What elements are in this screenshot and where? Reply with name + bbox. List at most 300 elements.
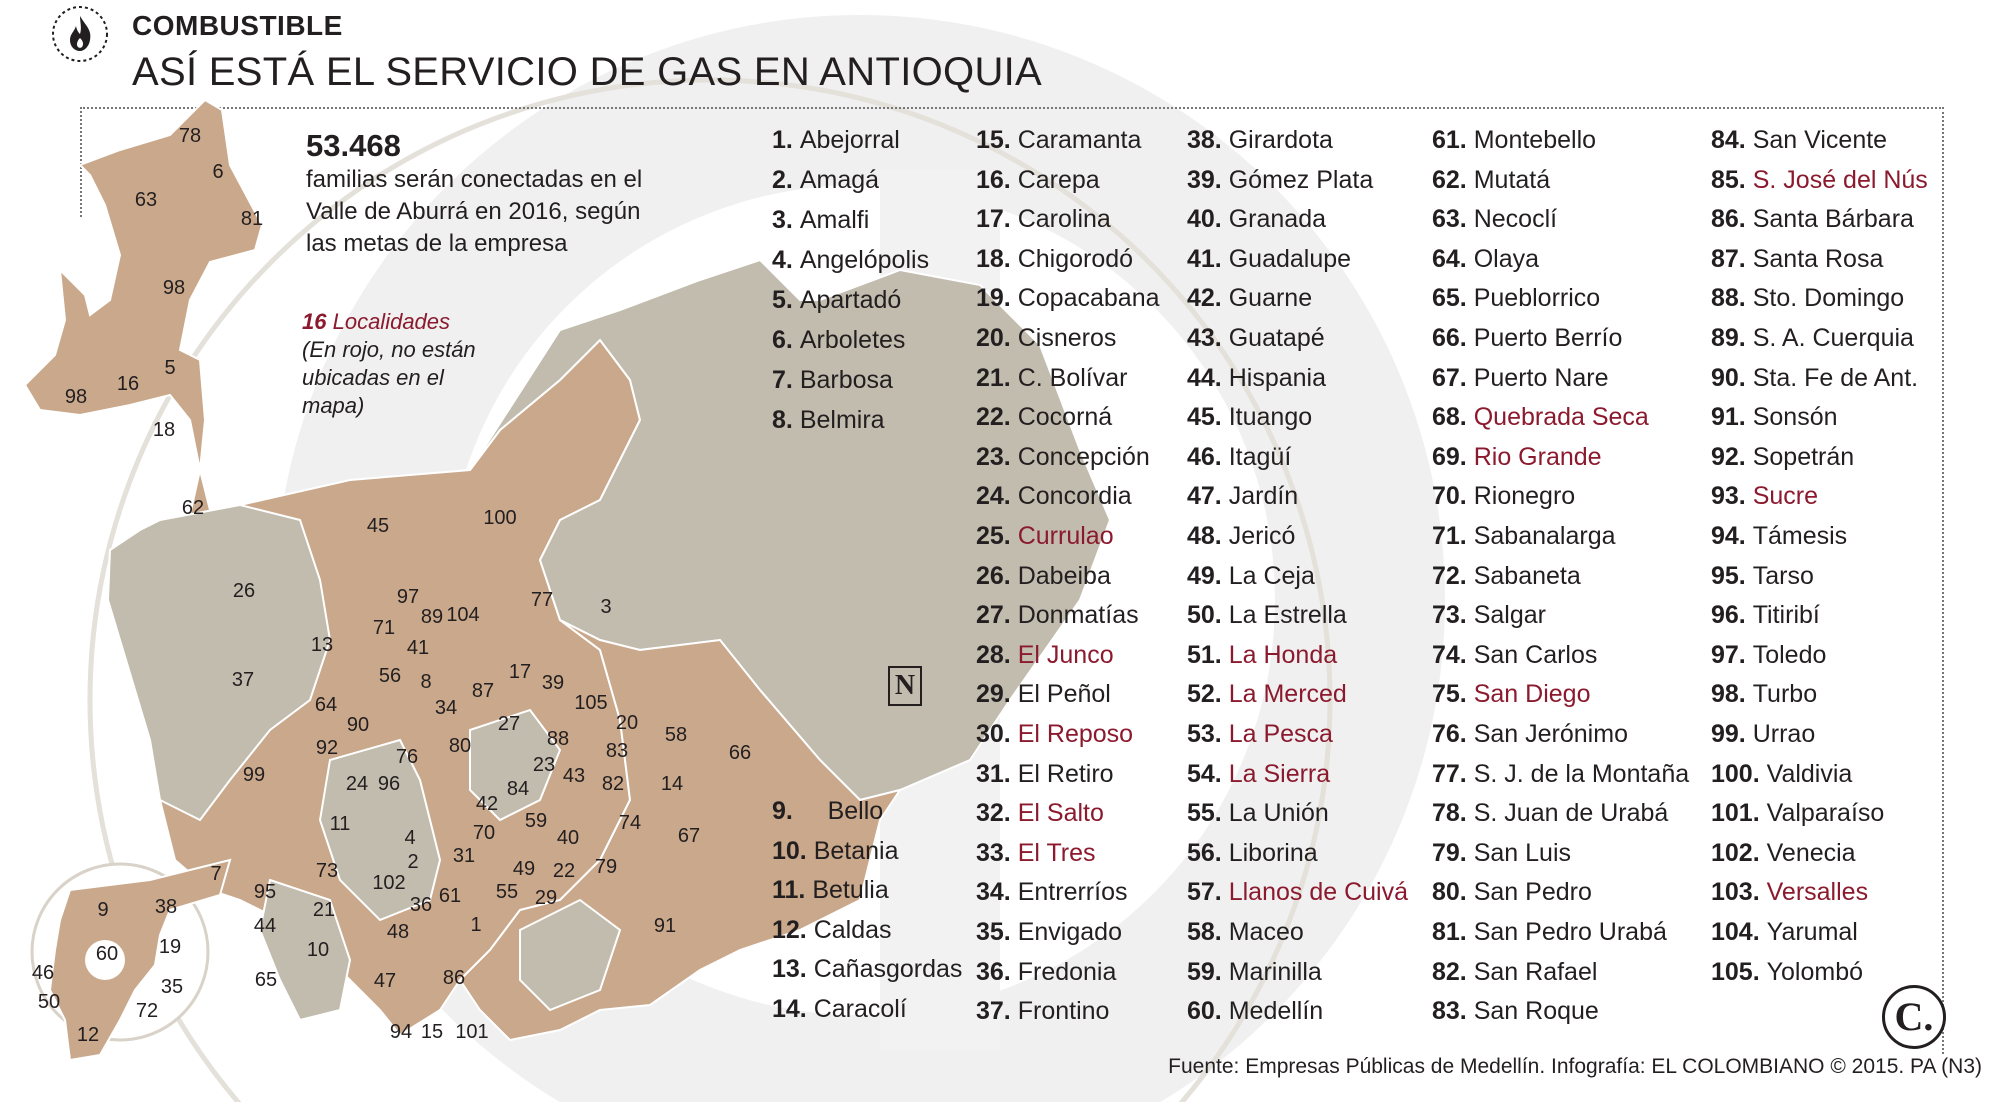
map-label: 94 — [389, 1021, 413, 1043]
map-label: 101 — [455, 1021, 489, 1043]
page-title: ASÍ ESTÁ EL SERVICIO DE GAS EN ANTIOQUIA — [132, 50, 1043, 94]
north-arrow-icon: N — [888, 666, 922, 706]
map-label: 27 — [497, 713, 521, 735]
locality-number: 96. — [1711, 601, 1746, 630]
locality-name: Liborina — [1228, 838, 1318, 867]
map-label: 17 — [508, 661, 532, 683]
locality-item — [1432, 324, 1622, 353]
locality-item — [1432, 680, 1590, 709]
locality-number: 11. — [772, 876, 806, 904]
map-label: 5 — [164, 357, 176, 379]
map-label: 59 — [524, 810, 548, 832]
locality-number: 14. — [772, 994, 807, 1023]
locality-name: Yolombó — [1766, 957, 1863, 986]
map-label: 99 — [242, 764, 266, 786]
locality-name: Itagüí — [1228, 442, 1292, 471]
map-label: 92 — [315, 737, 339, 759]
locality-name: Montebello — [1473, 126, 1597, 154]
locality-name: Rio Grande — [1473, 442, 1602, 471]
locality-number: 80. — [1432, 878, 1467, 907]
locality-name: Puerto Berrío — [1473, 324, 1623, 352]
locality-name: Guadalupe — [1228, 244, 1352, 273]
locality-name: Carepa — [1017, 165, 1100, 194]
locality-item — [1711, 839, 1856, 868]
map-label: 86 — [442, 967, 466, 989]
locality-name: Betulia — [812, 876, 889, 904]
locality-name: Sta. Fe de Ant. — [1752, 363, 1919, 392]
locality-name: Caracolí — [813, 994, 907, 1023]
locality-number: 36. — [976, 957, 1011, 986]
locality-item — [1432, 641, 1597, 670]
map-label: 15 — [420, 1021, 444, 1043]
locality-name: Sucre — [1752, 482, 1819, 511]
locality-number: 21. — [976, 363, 1011, 392]
locality-number: 39. — [1187, 165, 1222, 194]
locality-name: Olaya — [1473, 244, 1540, 273]
locality-number: 100. — [1711, 759, 1760, 788]
locality-name: Dabeiba — [1017, 561, 1111, 590]
locality-item — [1432, 997, 1599, 1026]
locality-name: Angelópolis — [799, 246, 930, 274]
locality-name: Puerto Nare — [1473, 363, 1609, 392]
locality-name: Amalfi — [799, 206, 870, 234]
map-label: 37 — [231, 669, 255, 691]
locality-name: Quebrada Seca — [1473, 403, 1649, 432]
map-label: 22 — [552, 860, 576, 882]
locality-number: 48. — [1187, 522, 1222, 550]
locality-item — [976, 482, 1132, 511]
locality-item — [976, 720, 1133, 749]
locality-item — [1711, 205, 1914, 234]
locality-number: 69. — [1432, 442, 1467, 471]
locality-item — [976, 245, 1133, 274]
locality-name: Sto. Domingo — [1752, 284, 1905, 313]
map-label: 62 — [181, 497, 205, 519]
stat-block — [306, 128, 676, 260]
locality-item — [1432, 364, 1609, 393]
locality-item — [1432, 443, 1602, 472]
locality-item — [1432, 284, 1600, 313]
locality-item — [1711, 522, 1847, 551]
locality-name: San Carlos — [1473, 640, 1598, 669]
map-label: 77 — [530, 589, 554, 611]
map-label: 105 — [574, 692, 608, 714]
locality-number: 16. — [976, 165, 1011, 194]
locality-name: Amagá — [799, 166, 880, 194]
locality-item — [1187, 799, 1329, 828]
map-label: 18 — [152, 419, 176, 441]
locality-name: Girardota — [1228, 126, 1333, 154]
locality-name: Bello — [827, 797, 884, 825]
locality-name: Granada — [1228, 205, 1327, 234]
locality-number: 32. — [976, 799, 1011, 828]
locality-item — [1711, 720, 1815, 749]
locality-name: San Vicente — [1752, 126, 1888, 154]
stat-number: 53.468 — [306, 128, 401, 163]
locality-number: 34. — [976, 878, 1011, 907]
locality-number: 71. — [1432, 522, 1467, 550]
el-colombiano-logo: C. — [1882, 985, 1946, 1049]
locality-item — [1432, 839, 1571, 868]
map-label: 65 — [254, 969, 278, 991]
map-label: 66 — [728, 742, 752, 764]
locality-name: La Unión — [1228, 799, 1329, 828]
locality-item — [1432, 720, 1628, 749]
map-label: 34 — [434, 697, 458, 719]
locality-number: 88. — [1711, 284, 1746, 313]
locality-name: Támesis — [1752, 522, 1848, 550]
locality-name: San Rafael — [1473, 957, 1598, 986]
map-label: 104 — [446, 604, 480, 626]
map-label: 97 — [396, 586, 420, 608]
locality-number: 83. — [1432, 997, 1467, 1026]
locality-number: 3. — [772, 206, 793, 234]
map-label: 10 — [306, 939, 330, 961]
locality-name: Santa Bárbara — [1752, 205, 1914, 234]
locality-item — [976, 878, 1127, 907]
locality-number: 18. — [976, 244, 1011, 273]
locality-item — [1187, 443, 1291, 472]
locality-number: 13. — [772, 955, 807, 983]
locality-name: Medellín — [1228, 997, 1324, 1026]
locality-number: 17. — [976, 205, 1011, 234]
locality-number: 52. — [1187, 680, 1222, 709]
locality-name: La Ceja — [1228, 561, 1315, 590]
locality-number: 86. — [1711, 205, 1746, 234]
map-label: 26 — [232, 580, 256, 602]
locality-item — [1187, 878, 1408, 907]
locality-name: Ituango — [1228, 403, 1313, 432]
locality-item — [1187, 126, 1333, 155]
map-label: 8 — [420, 671, 432, 693]
locality-name: Sopetrán — [1752, 442, 1855, 471]
locality-item — [772, 916, 892, 945]
locality-item — [1711, 364, 1918, 393]
locality-number: 90. — [1711, 363, 1746, 392]
locality-item — [976, 641, 1114, 670]
map-label: 100 — [483, 507, 517, 529]
map-label: 1 — [470, 914, 482, 936]
locality-number: 9. — [772, 797, 793, 825]
locality-name: El Tres — [1017, 838, 1096, 867]
locality-number: 97. — [1711, 640, 1746, 669]
locality-item — [976, 443, 1150, 472]
locality-number: 70. — [1432, 482, 1467, 511]
locality-number: 26. — [976, 561, 1011, 590]
locality-name: Fredonia — [1017, 957, 1117, 986]
locality-number: 95. — [1711, 561, 1746, 590]
map-label: 16 — [116, 373, 140, 395]
locality-number: 41. — [1187, 244, 1222, 273]
map-label: 87 — [471, 680, 495, 702]
locality-number: 24. — [976, 482, 1011, 511]
locality-item — [1432, 245, 1539, 274]
locality-name: Betania — [813, 836, 899, 865]
map-label: 40 — [556, 827, 580, 849]
map-label: 78 — [178, 125, 202, 147]
locality-name: El Peñol — [1017, 680, 1111, 709]
locality-number: 65. — [1432, 284, 1467, 313]
locality-number: 46. — [1187, 442, 1222, 471]
locality-item — [772, 955, 962, 984]
locality-name: Donmatías — [1017, 601, 1139, 630]
map-label: 67 — [677, 825, 701, 847]
locality-number: 53. — [1187, 720, 1222, 748]
locality-item — [1711, 958, 1863, 987]
locality-number: 91. — [1711, 403, 1746, 432]
locality-name: Valdivia — [1766, 759, 1853, 788]
locality-number: 81. — [1432, 918, 1467, 946]
locality-number: 77. — [1432, 759, 1467, 788]
locality-item — [976, 918, 1122, 947]
locality-item — [1432, 126, 1596, 155]
locality-number: 31. — [976, 759, 1011, 788]
map-label: 36 — [409, 894, 433, 916]
locality-number: 45. — [1187, 403, 1222, 432]
locality-item — [1432, 166, 1550, 195]
map-label: 91 — [653, 915, 677, 937]
locality-item — [976, 997, 1109, 1026]
locality-number: 76. — [1432, 720, 1467, 748]
locality-name: Abejorral — [799, 126, 900, 154]
locality-number: 1. — [772, 126, 793, 154]
locality-name: La Pesca — [1228, 720, 1333, 748]
locality-item — [1187, 601, 1347, 630]
map-label: 79 — [594, 856, 618, 878]
locality-number: 74. — [1432, 640, 1467, 669]
locality-number: 62. — [1432, 165, 1467, 194]
locality-name: El Retiro — [1017, 759, 1114, 788]
locality-number: 102. — [1711, 838, 1760, 867]
map-label: 56 — [378, 665, 402, 687]
map-label: 19 — [158, 936, 182, 958]
locality-number: 59. — [1187, 957, 1222, 986]
locality-item — [1187, 284, 1312, 313]
locality-name: Rionegro — [1473, 482, 1576, 511]
locality-item — [1711, 918, 1858, 947]
locality-name: Gómez Plata — [1228, 165, 1374, 194]
locality-name: El Junco — [1017, 640, 1114, 669]
locality-name: Salgar — [1473, 601, 1546, 630]
locality-name: Concepción — [1017, 442, 1150, 471]
locality-number: 12. — [772, 915, 807, 944]
locality-name: Marinilla — [1228, 957, 1322, 986]
locality-item — [1711, 482, 1818, 511]
map-label: 14 — [660, 773, 684, 795]
locality-name: Sabanalarga — [1473, 522, 1616, 550]
locality-item — [1187, 482, 1298, 511]
map-label: 47 — [373, 970, 397, 992]
locality-item — [1187, 641, 1337, 670]
locality-name: S. J. de la Montaña — [1473, 759, 1690, 788]
locality-number: 27. — [976, 601, 1011, 630]
locality-item — [772, 366, 893, 395]
source-credit: Fuente: Empresas Públicas de Medellín. Infografía: EL COLOMBIANO © 2015. PA (N3) — [1168, 1055, 1982, 1078]
locality-number: 29. — [976, 680, 1011, 709]
map-label: 44 — [253, 915, 277, 937]
locality-item — [976, 799, 1104, 828]
map-label: 23 — [532, 754, 556, 776]
locality-number: 15. — [976, 126, 1011, 154]
locality-name: Llanos de Cuivá — [1228, 878, 1409, 907]
map-label: 3 — [600, 596, 612, 618]
locality-name: La Sierra — [1228, 759, 1331, 788]
locality-item — [1187, 364, 1326, 393]
locality-name: Hispania — [1228, 363, 1326, 392]
locality-item — [1711, 799, 1884, 828]
locality-number: 94. — [1711, 522, 1746, 550]
map-label: 2 — [407, 851, 419, 873]
locality-name: C. Bolívar — [1017, 363, 1128, 392]
map-label: 20 — [615, 712, 639, 734]
locality-number: 40. — [1187, 205, 1222, 234]
locality-number: 28. — [976, 640, 1011, 669]
map-label: 64 — [314, 694, 338, 716]
locality-item — [1711, 166, 1928, 195]
locality-number: 73. — [1432, 601, 1467, 630]
locality-number: 10. — [772, 836, 807, 865]
locality-item — [1432, 522, 1616, 551]
locality-number: 57. — [1187, 878, 1222, 907]
locality-number: 51. — [1187, 640, 1222, 669]
map-label: 90 — [346, 714, 370, 736]
locality-name: Maceo — [1228, 918, 1304, 946]
map-label: 38 — [154, 896, 178, 918]
locality-number: 43. — [1187, 324, 1222, 352]
locality-item — [1711, 641, 1826, 670]
locality-number: 92. — [1711, 442, 1746, 471]
map-label: 80 — [448, 735, 472, 757]
locality-number: 98. — [1711, 680, 1746, 709]
map-label: 6 — [212, 161, 224, 183]
locality-name: Guarne — [1228, 284, 1313, 313]
locality-item — [976, 403, 1112, 432]
locality-number: 22. — [976, 403, 1011, 432]
locality-name: El Salto — [1017, 799, 1104, 828]
locality-number: 60. — [1187, 997, 1222, 1026]
locality-item — [1711, 245, 1883, 274]
locality-item — [1711, 403, 1838, 432]
locality-name: Tarso — [1752, 561, 1814, 590]
locality-name: Caldas — [813, 915, 892, 944]
locality-item — [1187, 720, 1333, 749]
locality-item — [1187, 403, 1312, 432]
locality-name: Belmira — [799, 406, 885, 434]
map-label: 41 — [406, 637, 430, 659]
map-label: 35 — [160, 976, 184, 998]
locality-number: 33. — [976, 838, 1011, 867]
map-label: 46 — [31, 962, 55, 984]
locality-item — [772, 126, 900, 155]
locality-name: San Roque — [1473, 997, 1599, 1026]
inset-map-aburra — [32, 860, 230, 1060]
locality-item — [772, 246, 929, 275]
map-label: 49 — [512, 858, 536, 880]
locality-name: Concordia — [1017, 482, 1132, 511]
locality-name: Jardín — [1228, 482, 1299, 511]
locality-number: 85. — [1711, 165, 1746, 194]
locality-item — [976, 522, 1114, 551]
locality-number: 67. — [1432, 363, 1467, 392]
map-label: 48 — [386, 921, 410, 943]
locality-item — [1432, 958, 1597, 987]
locality-item — [976, 760, 1114, 789]
note-label: Localidades — [326, 309, 451, 334]
locality-item — [976, 324, 1116, 353]
locality-number: 54. — [1187, 759, 1222, 788]
locality-number: 35. — [976, 918, 1011, 946]
locality-number: 49. — [1187, 561, 1222, 590]
locality-number: 30. — [976, 720, 1011, 748]
locality-number: 66. — [1432, 324, 1467, 352]
locality-name: Cañasgordas — [813, 955, 963, 983]
locality-name: Carolina — [1017, 205, 1111, 234]
locality-name: Currulao — [1017, 522, 1114, 550]
map-label: 60 — [95, 943, 119, 965]
locality-name: S. A. Cuerquia — [1752, 324, 1914, 352]
locality-item — [1711, 324, 1914, 353]
map-label: 43 — [562, 765, 586, 787]
locality-number: 7. — [772, 366, 793, 394]
map-label: 71 — [372, 617, 396, 639]
locality-number: 93. — [1711, 482, 1746, 511]
locality-number: 64. — [1432, 244, 1467, 273]
locality-item — [1187, 760, 1330, 789]
locality-name: Necoclí — [1473, 205, 1558, 234]
locality-item — [1187, 324, 1325, 353]
locality-name: Guatapé — [1228, 324, 1325, 352]
locality-item — [976, 126, 1141, 155]
locality-item — [976, 839, 1096, 868]
map-label: 63 — [134, 189, 158, 211]
locality-number: 89. — [1711, 324, 1746, 352]
locality-item — [772, 837, 899, 866]
locality-item — [1711, 760, 1852, 789]
locality-item — [1711, 562, 1814, 591]
locality-item — [1711, 126, 1887, 155]
map-label: 72 — [135, 1000, 159, 1022]
locality-number: 50. — [1187, 601, 1222, 630]
locality-item — [1187, 245, 1351, 274]
map-label: 89 — [420, 606, 444, 628]
locality-name: Versalles — [1766, 878, 1869, 907]
locality-name: San Pedro Urabá — [1473, 918, 1667, 946]
map-label: 9 — [97, 899, 109, 921]
stat-text: familias serán conectadas en el Valle de Aburrá en 2016, según las metas de la empresa — [306, 166, 643, 257]
locality-item — [1432, 482, 1575, 511]
locality-name: San Jerónimo — [1473, 720, 1628, 748]
map-label: 102 — [372, 872, 406, 894]
locality-name: Yarumal — [1766, 918, 1858, 946]
map-label: 74 — [618, 812, 642, 834]
locality-item — [1187, 997, 1323, 1026]
locality-number: 25. — [976, 522, 1011, 550]
locality-item — [1711, 284, 1904, 313]
locality-number: 55. — [1187, 799, 1222, 828]
map-label: 24 — [345, 773, 369, 795]
locality-number: 79. — [1432, 838, 1467, 867]
locality-item — [1711, 443, 1854, 472]
locality-name: Caramanta — [1017, 126, 1142, 154]
note-text: (En rojo, no están ubicadas en el mapa) — [302, 337, 476, 418]
map-label: 12 — [76, 1024, 100, 1046]
map-label: 61 — [438, 885, 462, 907]
map-label: 21 — [312, 899, 336, 921]
locality-item — [1432, 878, 1592, 907]
locality-number: 68. — [1432, 403, 1467, 432]
locality-item — [1187, 562, 1315, 591]
map-label: 29 — [534, 887, 558, 909]
